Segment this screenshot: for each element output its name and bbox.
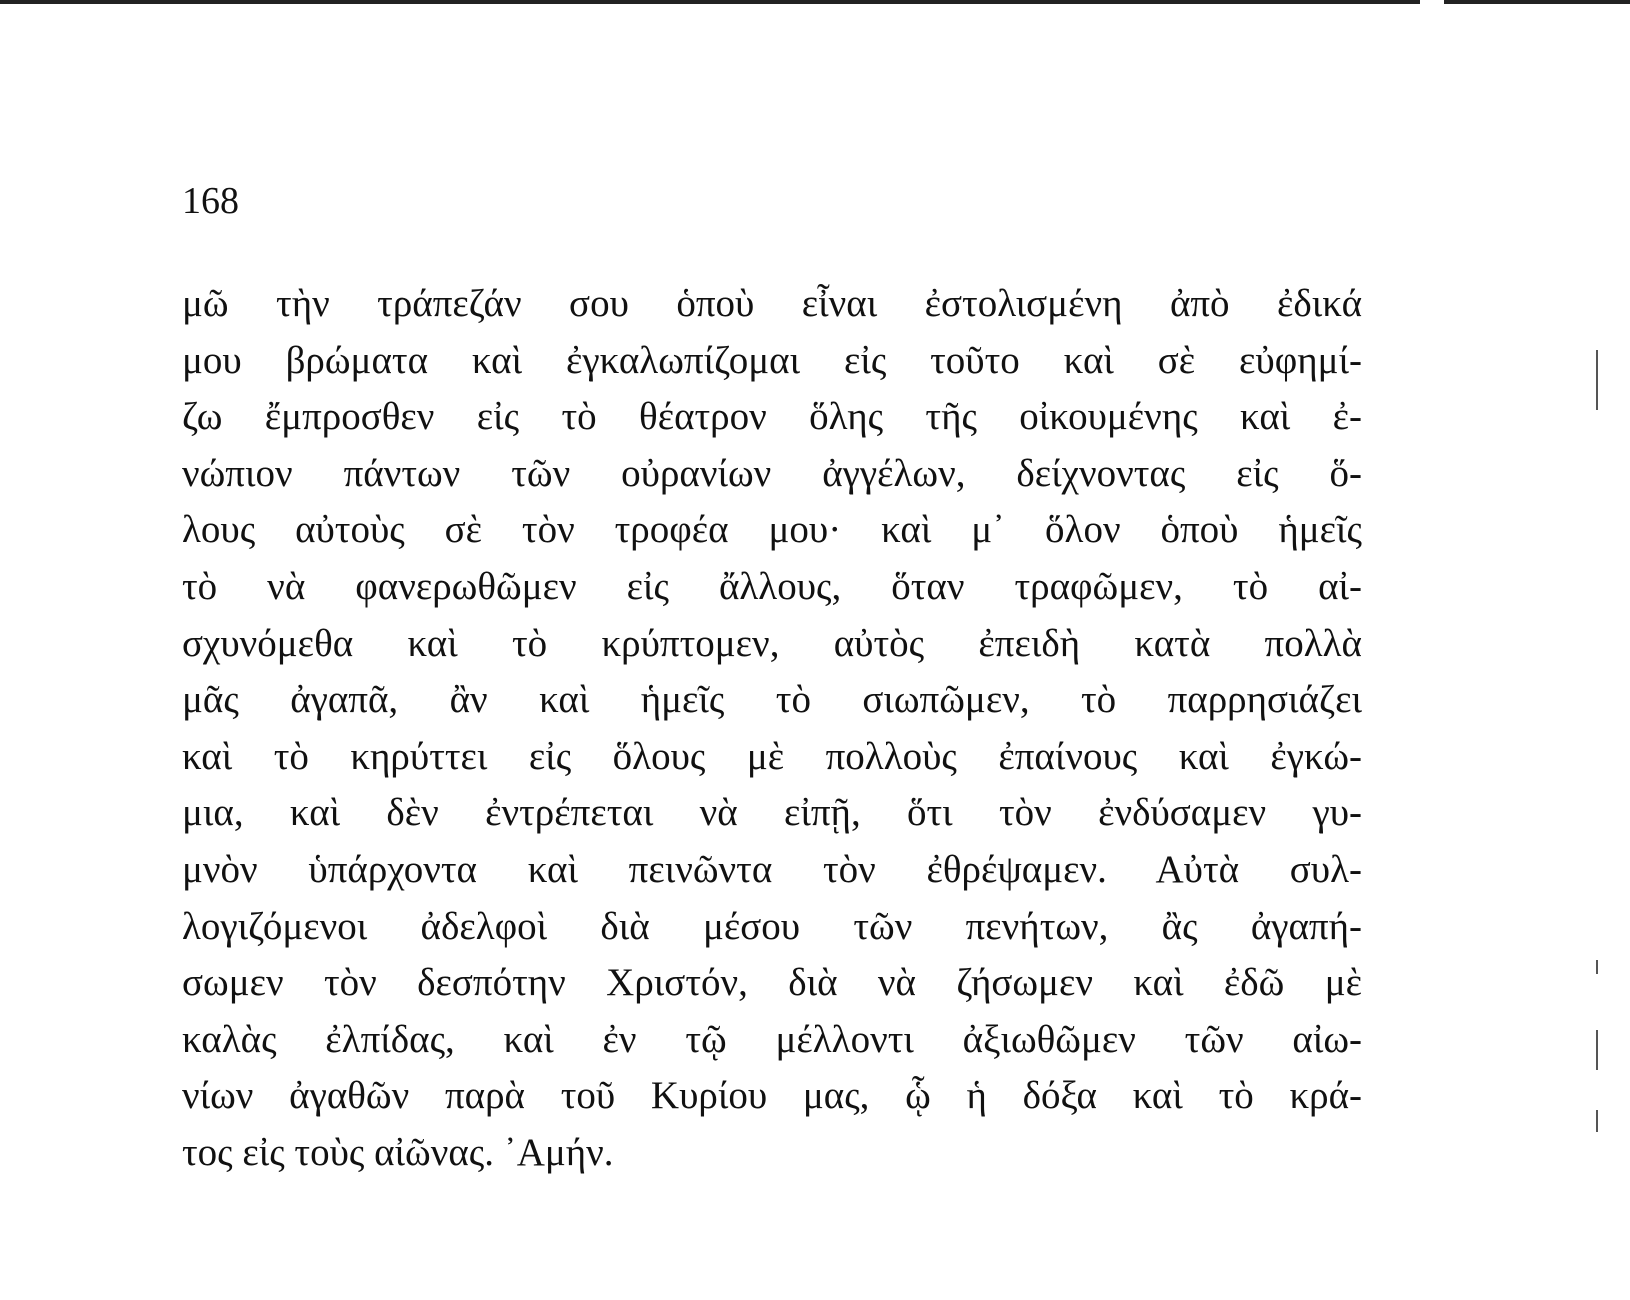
top-edge-rule xyxy=(0,0,1630,4)
text-line: μια, καὶ δὲν ἐντρέπεται νὰ εἰπῇ, ὅτι τὸν ἐνδύσαμεν γυ- xyxy=(182,791,1362,835)
top-edge-rule-gap xyxy=(1420,0,1444,4)
text-line: μᾶς ἀγαπᾶ, ἂν καὶ ἡμεῖς τὸ σιωπῶμεν, τὸ παρρησιάζει xyxy=(182,678,1362,722)
text-line: καὶ τὸ κηρύττει εἰς ὅλους μὲ πολλοὺς ἐπαίνους καὶ ἐγκώ- xyxy=(182,734,1362,778)
scan-margin-mark xyxy=(1596,960,1598,974)
text-line: σωμεν τὸν δεσπότην Χριστόν, διὰ νὰ ζήσωμεν καὶ ἐδῶ μὲ xyxy=(182,961,1362,1005)
text-line: τὸ νὰ φανερωθῶμεν εἰς ἄλλους, ὅταν τραφῶμεν, τὸ αἰ- xyxy=(182,564,1362,608)
scan-margin-mark xyxy=(1596,350,1598,410)
scan-margin-mark xyxy=(1596,1030,1598,1070)
text-line: τος εἰς τοὺς αἰῶνας. ᾽Αμήν. xyxy=(182,1130,614,1174)
text-line: ζω ἔμπροσθεν εἰς τὸ θέατρον ὅλης τῆς οἰκουμένης καὶ ἐ- xyxy=(182,395,1362,439)
body-text xyxy=(182,276,1362,1182)
text-line: καλὰς ἐλπίδας, καὶ ἐν τῷ μέλλοντι ἀξιωθῶμεν τῶν αἰω- xyxy=(182,1017,1362,1061)
text-line: λους αὐτοὺς σὲ τὸν τροφέα μου· καὶ μ᾽ ὅλον ὁποὺ ἡμεῖς xyxy=(182,508,1362,552)
text-line: λογιζόμενοι ἀδελφοὶ διὰ μέσου τῶν πενήτων, ἂς ἀγαπή- xyxy=(182,904,1362,948)
text-line: μνὸν ὑπάρχοντα καὶ πεινῶντα τὸν ἐθρέψαμεν. Αὐτὰ συλ- xyxy=(182,847,1362,891)
page-number: 168 xyxy=(182,180,239,222)
scan-margin-mark xyxy=(1596,1110,1598,1132)
text-line: σχυνόμεθα καὶ τὸ κρύπτομεν, αὐτὸς ἐπειδὴ κατὰ πολλὰ xyxy=(182,621,1362,665)
text-line: μου βρώματα καὶ ἐγκαλωπίζομαι εἰς τοῦτο καὶ σὲ εὐφημί- xyxy=(182,338,1362,382)
text-line: νώπιον πάντων τῶν οὐρανίων ἀγγέλων, δείχνοντας εἰς ὅ- xyxy=(182,451,1362,495)
text-line: μῶ τὴν τράπεζάν σου ὁποὺ εἶναι ἐστολισμένη ἀπὸ ἐδικά xyxy=(182,282,1362,325)
text-line: νίων ἀγαθῶν παρὰ τοῦ Κυρίου μας, ᾧ ἡ δόξα καὶ τὸ κρά- xyxy=(182,1074,1362,1118)
